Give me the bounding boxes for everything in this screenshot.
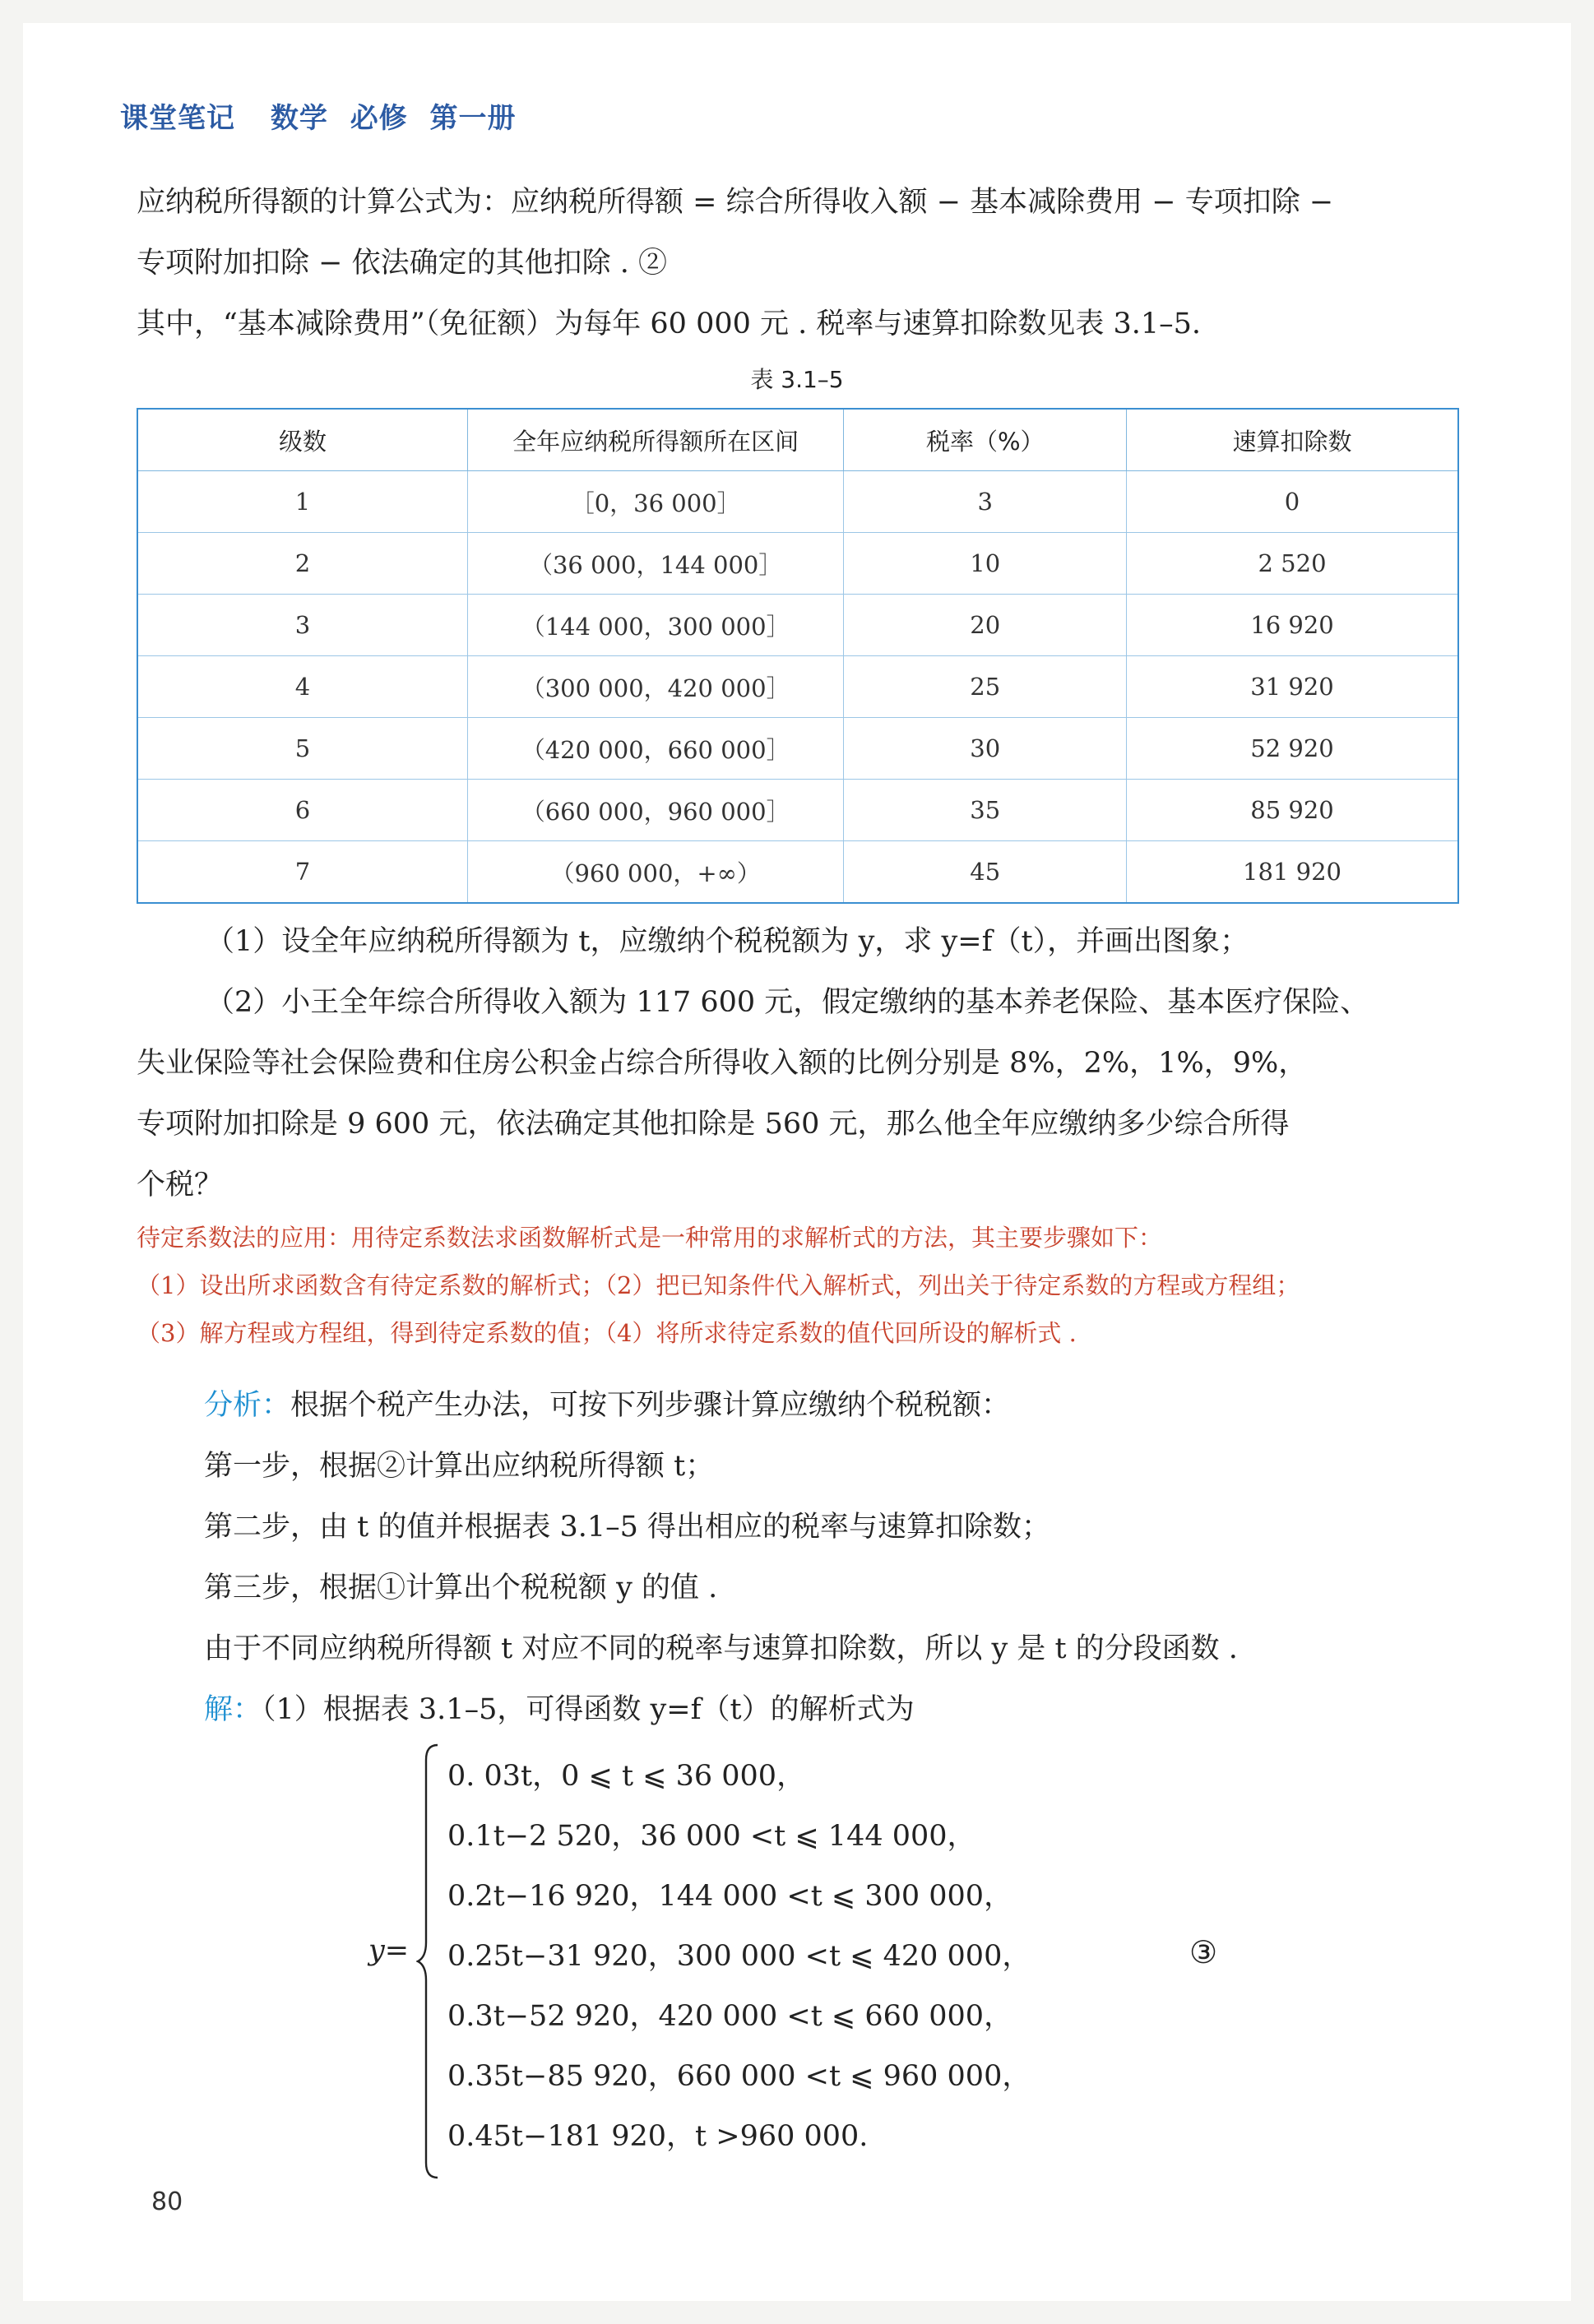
method-note-line-1: 待定系数法的应用：用待定系数法求函数解析式是一种常用的求解析式的方法，其主要步骤如下： <box>137 1224 1163 1252</box>
equation-number: ③ <box>1189 1934 1218 1970</box>
cell-deduction: 0 <box>1127 471 1458 533</box>
cell-deduction: 52 920 <box>1127 718 1458 780</box>
piecewise-case: 0.45t−181 920，t >960 000. <box>447 2120 869 2153</box>
table-header-row <box>137 409 1458 471</box>
cell-rate: 30 <box>844 718 1127 780</box>
table-row <box>137 656 1458 718</box>
table-row <box>137 718 1458 780</box>
analysis-intro-text: 根据个税产生办法，可按下列步骤计算应缴纳个税税额： <box>290 1389 1011 1422</box>
intro-line-2: 专项附加扣除 − 依法确定的其他扣除 . ② <box>137 247 667 280</box>
cell-rate: 45 <box>844 841 1127 904</box>
cell-level: 2 <box>137 533 467 595</box>
cell-deduction: 181 920 <box>1127 841 1458 904</box>
question-2-line-4: 个税？ <box>137 1169 224 1201</box>
method-note-line-2: （1）设出所求函数含有待定系数的解析式；（2）把已知条件代入解析式，列出关于待定系数的方程或方程组； <box>137 1271 1300 1299</box>
cell-range: ［0，36 000］ <box>467 471 844 533</box>
analysis-label: 分析： <box>204 1389 291 1422</box>
cell-rate: 3 <box>844 471 1127 533</box>
cell-deduction: 85 920 <box>1127 780 1458 841</box>
piecewise-case: 0.25t−31 920，300 000 <t ⩽ 420 000， <box>447 1940 1031 1973</box>
cell-rate: 35 <box>844 780 1127 841</box>
cell-level: 3 <box>137 595 467 656</box>
cell-level: 7 <box>137 841 467 904</box>
header-course: 必修 <box>350 102 408 135</box>
col-header-deduction: 速算扣除数 <box>1127 409 1458 471</box>
cell-level: 6 <box>137 780 467 841</box>
page-header <box>120 95 541 136</box>
left-brace-icon <box>416 1742 441 2181</box>
question-1: （1）设全年应纳税所得额为 t，应缴纳个税税额为 y，求 y=f（t），并画出图象； <box>206 925 1249 958</box>
cell-range: （300 000，420 000］ <box>467 656 844 718</box>
page-number: 80 <box>151 2187 183 2216</box>
cell-range: （660 000，960 000］ <box>467 780 844 841</box>
cell-level: 1 <box>137 471 467 533</box>
col-header-rate: 税率（%） <box>844 409 1127 471</box>
table-row <box>137 595 1458 656</box>
intro-line-1: 应纳税所得额的计算公式为：应纳税所得额 = 综合所得收入额 − 基本减除费用 − 专项扣除 − <box>137 186 1334 219</box>
question-2-line-2: 失业保险等社会保险费和住房公积金占综合所得收入额的比例分别是 8%，2%，1%，9%， <box>137 1047 1308 1080</box>
header-book: 课堂笔记 <box>120 102 235 135</box>
question-2-line-3: 专项附加扣除是 9 600 元，依法确定其他扣除是 560 元，那么他全年应缴纳多少综合所得 <box>137 1108 1290 1141</box>
table-row <box>137 533 1458 595</box>
table-row <box>137 471 1458 533</box>
piecewise-case: 0.2t−16 920，144 000 <t ⩽ 300 000， <box>447 1880 1013 1913</box>
method-note-line-3: （3）解方程或方程组，得到待定系数的值；（4）将所求待定系数的值代回所设的解析式 . <box>137 1319 1077 1347</box>
table-caption: 表 3.1–5 <box>750 366 844 393</box>
solution-label: 解： <box>204 1693 262 1726</box>
cell-range: （960 000，+∞） <box>467 841 844 904</box>
solution-intro <box>204 1679 915 1740</box>
cell-level: 4 <box>137 656 467 718</box>
tax-rate-table <box>137 408 1459 904</box>
analysis-step-3: 第三步，根据①计算出个税税额 y 的值 . <box>204 1572 718 1604</box>
cell-rate: 10 <box>844 533 1127 595</box>
piecewise-case: 0.35t−85 920，660 000 <t ⩽ 960 000， <box>447 2060 1031 2093</box>
intro-line-3: 其中，“基本减除费用”（免征额）为每年 60 000 元 . 税率与速算扣除数见表 3.1–5. <box>137 308 1202 340</box>
analysis-step-1: 第一步，根据②计算出应纳税所得额 t； <box>204 1450 715 1483</box>
solution-intro-text: （1）根据表 3.1–5，可得函数 y=f（t）的解析式为 <box>262 1693 915 1726</box>
piecewise-case: 0.3t−52 920，420 000 <t ⩽ 660 000， <box>447 2000 1013 2033</box>
piecewise-case: 0. 03t，0 ⩽ t ⩽ 36 000， <box>447 1760 806 1793</box>
analysis-conclusion: 由于不同应纳税所得额 t 对应不同的税率与速算扣除数，所以 y 是 t 的分段函数 . <box>204 1632 1238 1665</box>
cell-deduction: 2 520 <box>1127 533 1458 595</box>
table-row <box>137 780 1458 841</box>
cell-range: （144 000，300 000］ <box>467 595 844 656</box>
header-volume: 第一册 <box>429 102 517 135</box>
col-header-level: 级数 <box>137 409 467 471</box>
cell-level: 5 <box>137 718 467 780</box>
col-header-range: 全年应纳税所得额所在区间 <box>467 409 844 471</box>
cell-deduction: 16 920 <box>1127 595 1458 656</box>
piecewise-case: 0.1t−2 520，36 000 <t ⩽ 144 000， <box>447 1820 976 1853</box>
cell-deduction: 31 920 <box>1127 656 1458 718</box>
cell-range: （420 000，660 000］ <box>467 718 844 780</box>
cell-range: （36 000，144 000］ <box>467 533 844 595</box>
function-lhs: y= <box>368 1934 410 1967</box>
header-subject: 数学 <box>270 102 328 135</box>
analysis-step-2: 第二步，由 t 的值并根据表 3.1–5 得出相应的税率与速算扣除数； <box>204 1511 1050 1544</box>
cell-rate: 25 <box>844 656 1127 718</box>
cell-rate: 20 <box>844 595 1127 656</box>
table-row <box>137 841 1458 904</box>
analysis-intro <box>204 1375 1010 1436</box>
question-2-line-1: （2）小王全年综合所得收入额为 117 600 元，假定缴纳的基本养老保险、基本医疗保险、 <box>206 986 1369 1019</box>
